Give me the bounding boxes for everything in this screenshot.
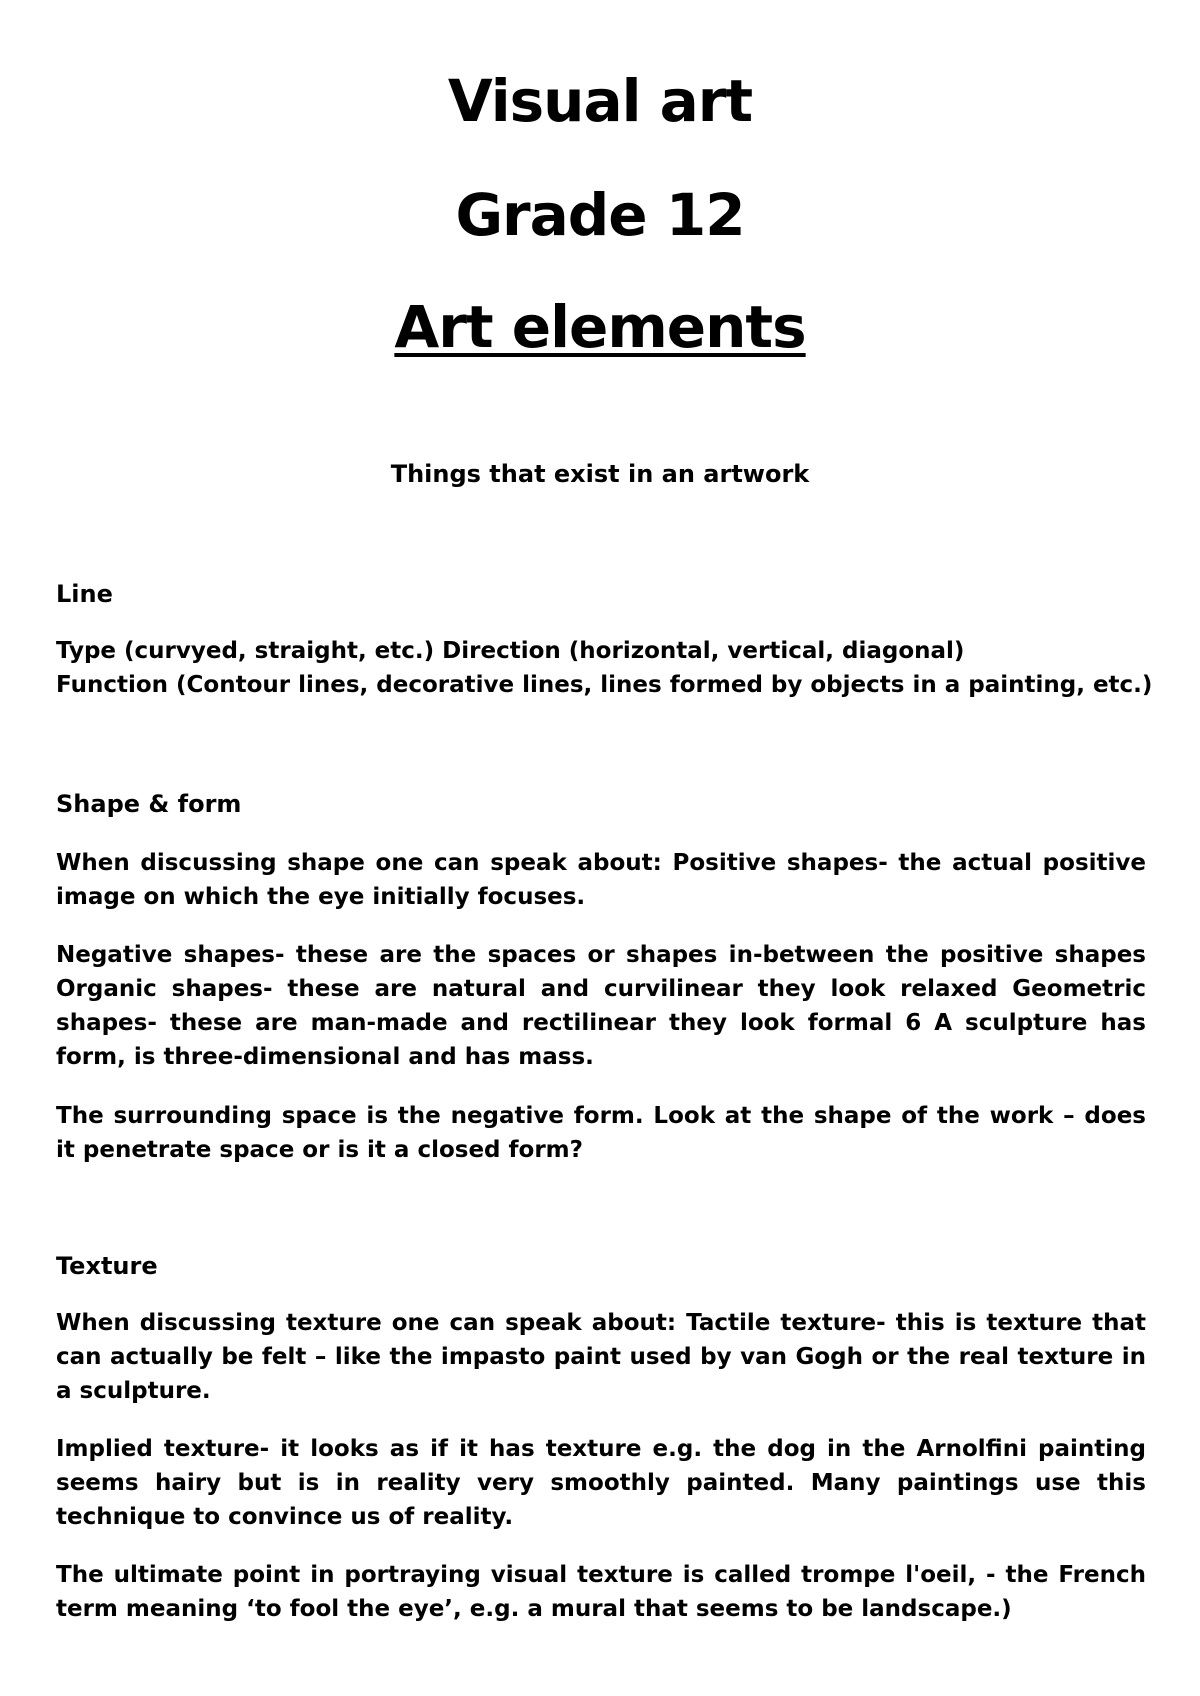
title-grade: Grade 12 bbox=[455, 181, 745, 249]
title-visual-art: Visual art bbox=[447, 67, 753, 135]
line-type-direction: Type (curvyed, straight, etc.) Direction (horizontal, vertical, diagonal) bbox=[56, 638, 965, 664]
texture-paragraph-2: Implied texture- it looks as if it has texture e.g. the dog in the Arnolfini painting seems hairy but is in reality very smoothly painted. Many paintings use this technique to convince us of reality. bbox=[56, 1436, 1146, 1530]
line-function: Function (Contour lines, decorative lines, lines formed by objects in a painting, etc.) bbox=[56, 672, 1153, 698]
shape-paragraph-2: Negative shapes- these are the spaces or shapes in-between the positive shapes Organic shapes- these are natural and curvilinear they look relaxed Geometric shapes- these are man-made and rectilinear they look formal 6 A sculpture has form, is three-dimensional and has mass. bbox=[56, 942, 1146, 1070]
texture-paragraph-1: When discussing texture one can speak about: Tactile texture- this is texture that can actually be felt – like the impasto paint used by van Gogh or the real texture in a sculpture. bbox=[56, 1310, 1146, 1404]
shape-paragraph-1: When discussing shape one can speak about: Positive shapes- the actual positive image on which the eye initially focuses. bbox=[56, 850, 1146, 910]
subtitle: Things that exist in an artwork bbox=[390, 460, 810, 488]
texture-paragraph-3: The ultimate point in portraying visual texture is called trompe l'oeil, - the French term meaning ‘to fool the eye’, e.g. a mural that seems to be landscape.) bbox=[56, 1562, 1146, 1622]
section-heading-texture: Texture bbox=[56, 1252, 158, 1280]
section-heading-line: Line bbox=[56, 580, 113, 608]
title-art-elements: Art elements bbox=[394, 293, 806, 361]
shape-paragraph-3: The surrounding space is the negative form. Look at the shape of the work – does it penetrate space or is it a closed form? bbox=[56, 1103, 1146, 1163]
section-heading-shape-form: Shape & form bbox=[56, 790, 242, 818]
